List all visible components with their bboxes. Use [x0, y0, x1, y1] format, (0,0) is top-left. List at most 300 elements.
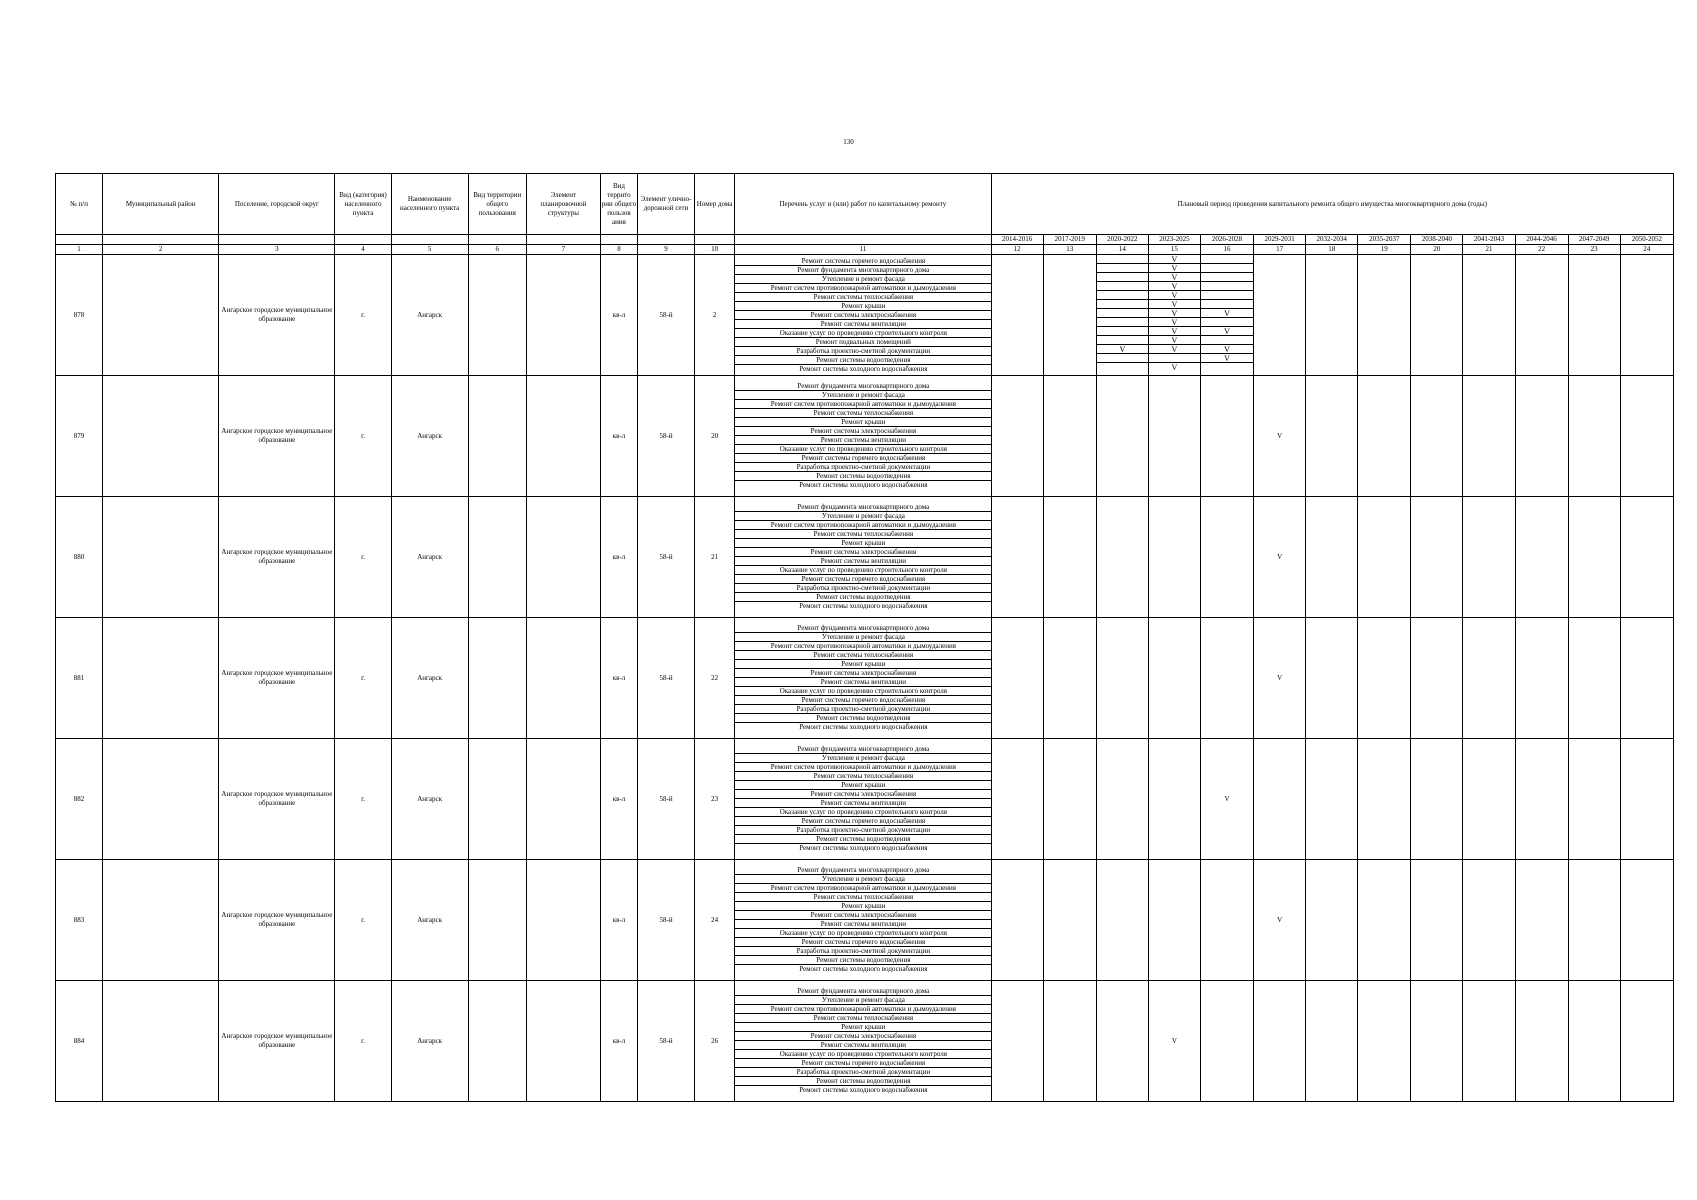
period-mark: V [1149, 327, 1200, 336]
works-list-item: Ремонт подвальных помещений [735, 338, 990, 347]
record-locality-category: г. [335, 981, 391, 1102]
record-locality-name: Ангарск [391, 981, 468, 1102]
record-locality-name: Ангарск [391, 255, 468, 376]
period-mark: V [1254, 497, 1306, 618]
works-list-item: Разработка проектно-сметной документации [735, 463, 990, 472]
record-locality-name: Ангарск [391, 618, 468, 739]
works-list-item: Ремонт систем противопожарной автоматики и дымоудаления [735, 884, 990, 893]
period-label: 2035-2037 [1358, 235, 1411, 245]
period-row-blank [391, 235, 468, 245]
works-list-item: Оказание услуг по проведению строительного контроля [735, 329, 990, 338]
period-mark: V [1149, 264, 1200, 273]
column-number: 8 [600, 245, 637, 255]
record-number: 881 [56, 618, 103, 739]
record-planning-element [526, 255, 600, 376]
period-cell [1620, 860, 1673, 981]
record-district [103, 981, 219, 1102]
works-list-item: Ремонт системы вентиляции [735, 320, 990, 329]
record-planning-element [526, 860, 600, 981]
record-district [103, 860, 219, 981]
period-mark: V [1149, 291, 1200, 300]
period-cell [1096, 618, 1148, 739]
works-list-item: Ремонт системы вентиляции [735, 1041, 990, 1050]
record-territory-type [468, 376, 526, 497]
period-cell [1254, 255, 1306, 376]
works-list-item: Утепление и ремонт фасада [735, 754, 990, 763]
record-house-number: 23 [695, 739, 735, 860]
works-list-item: Ремонт крыши [735, 902, 990, 911]
record-settlement: Ангарское городское муниципальное образование [219, 618, 335, 739]
header-settlement: Поселение, городской округ [219, 174, 335, 235]
period-mark [1201, 300, 1253, 309]
record-district [103, 739, 219, 860]
period-label: 2014-2016 [991, 235, 1043, 245]
works-list-item: Оказание услуг по проведению строительного контроля [735, 687, 990, 696]
record-street-name: 58-й [637, 981, 694, 1102]
period-cell [1463, 739, 1515, 860]
works-list-item: Ремонт системы горячего водоснабжения [735, 938, 990, 947]
period-mark [1097, 282, 1148, 291]
period-row-blank [526, 235, 600, 245]
period-cell [1620, 618, 1673, 739]
record-planning-element [526, 981, 600, 1102]
period-cell [991, 497, 1043, 618]
record-planning-element [526, 376, 600, 497]
period-mark: V [1097, 345, 1148, 354]
record-settlement: Ангарское городское муниципальное образование [219, 739, 335, 860]
record-street-name: 58-й [637, 497, 694, 618]
record-street-type: кв-л [600, 497, 637, 618]
record-street-name: 58-й [637, 739, 694, 860]
period-cell [1148, 497, 1200, 618]
record-street-type: кв-л [600, 255, 637, 376]
works-list [735, 257, 990, 374]
period-cell [1463, 497, 1515, 618]
works-list-item: Ремонт систем противопожарной автоматики и дымоудаления [735, 1005, 990, 1014]
column-number: 22 [1515, 245, 1568, 255]
period-label: 2032-2034 [1306, 235, 1358, 245]
period-row [56, 235, 1674, 245]
period-cell [991, 981, 1043, 1102]
works-list-item: Ремонт системы теплоснабжения [735, 530, 990, 539]
period-cell [1515, 376, 1568, 497]
works-list-item: Утепление и ремонт фасада [735, 512, 990, 521]
period-mark: V [1201, 309, 1253, 318]
record-district [103, 376, 219, 497]
period-mark [1097, 336, 1148, 345]
period-mark: V [1149, 282, 1200, 291]
period-cell [1568, 497, 1620, 618]
table-row [56, 618, 1674, 739]
period-cell [1411, 255, 1463, 376]
period-cell [1358, 739, 1411, 860]
record-street-name: 58-й [637, 376, 694, 497]
works-list-item: Ремонт системы вентиляции [735, 557, 990, 566]
record-settlement: Ангарское городское муниципальное образование [219, 255, 335, 376]
record-street-name: 58-й [637, 860, 694, 981]
table-row [56, 860, 1674, 981]
column-number: 21 [1463, 245, 1515, 255]
works-list-item: Ремонт системы электроснабжения [735, 790, 990, 799]
period-mini-grid [1149, 255, 1200, 372]
period-mark: V [1254, 860, 1306, 981]
period-label: 2020-2022 [1096, 235, 1148, 245]
period-row-blank [637, 235, 694, 245]
column-number: 16 [1200, 245, 1253, 255]
record-locality-name: Ангарск [391, 739, 468, 860]
period-cell [1620, 497, 1673, 618]
record-number: 879 [56, 376, 103, 497]
works-list-item: Ремонт системы водоотведения [735, 356, 990, 365]
period-cell [1515, 255, 1568, 376]
period-cell [1620, 376, 1673, 497]
works-list-item: Разработка проектно-сметной документации [735, 947, 990, 956]
record-settlement: Ангарское городское муниципальное образование [219, 376, 335, 497]
record-street-type: кв-л [600, 739, 637, 860]
period-mark [1201, 336, 1253, 345]
period-mark: V [1254, 618, 1306, 739]
table-row [56, 376, 1674, 497]
period-cell [1515, 860, 1568, 981]
column-number: 14 [1096, 245, 1148, 255]
period-cell [1411, 981, 1463, 1102]
works-list-item: Утепление и ремонт фасада [735, 875, 990, 884]
period-cell [1411, 497, 1463, 618]
period-cell [991, 376, 1043, 497]
works-list-item: Ремонт системы холодного водоснабжения [799, 364, 928, 373]
period-cell [1043, 497, 1096, 618]
period-row-blank [56, 235, 103, 245]
period-cell [1463, 618, 1515, 739]
period-cell [1411, 860, 1463, 981]
period-cell [1358, 981, 1411, 1102]
record-number: 880 [56, 497, 103, 618]
column-number: 24 [1620, 245, 1673, 255]
works-list-item: Ремонт системы теплоснабжения [735, 1014, 990, 1023]
period-row-blank [600, 235, 637, 245]
works-list-item: Оказание услуг по проведению строительного контроля [735, 566, 990, 575]
record-house-number: 20 [695, 376, 735, 497]
period-cell [1620, 981, 1673, 1102]
period-cell [1096, 376, 1148, 497]
period-cell [1306, 739, 1358, 860]
record-settlement: Ангарское городское муниципальное образование [219, 497, 335, 618]
period-label: 2044-2046 [1515, 235, 1568, 245]
works-list-item: Ремонт системы теплоснабжения [735, 651, 990, 660]
period-cell [1096, 739, 1148, 860]
period-cell [1200, 618, 1253, 739]
works-list-item: Ремонт крыши [735, 302, 990, 311]
works-list-item: Оказание услуг по проведению строительного контроля [735, 445, 990, 454]
period-cell [1568, 739, 1620, 860]
works-list-item: Ремонт системы горячего водоснабжения [735, 817, 990, 826]
works-list-item: Ремонт систем противопожарной автоматики и дымоудаления [735, 521, 990, 530]
period-row-blank [468, 235, 526, 245]
works-list-cell [735, 376, 991, 497]
works-list-item: Ремонт системы электроснабжения [735, 311, 990, 320]
period-cell [1200, 981, 1253, 1102]
period-cell [1568, 255, 1620, 376]
record-territory-type [468, 618, 526, 739]
period-mark: V [1254, 376, 1306, 497]
period-cell [1411, 376, 1463, 497]
period-cell [1515, 497, 1568, 618]
works-list-item: Ремонт системы теплоснабжения [735, 772, 990, 781]
period-mark [1097, 318, 1148, 327]
column-number: 20 [1411, 245, 1463, 255]
works-list-item: Ремонт системы электроснабжения [735, 669, 990, 678]
record-territory-type [468, 739, 526, 860]
works-list-item: Ремонт системы вентиляции [735, 799, 990, 808]
period-row-blank [219, 235, 335, 245]
period-cell [1096, 497, 1148, 618]
period-mark [1149, 354, 1200, 363]
period-cell [1148, 255, 1200, 376]
period-cell [991, 255, 1043, 376]
period-cell [1463, 255, 1515, 376]
period-mark: V [1201, 345, 1253, 354]
record-locality-name: Ангарск [391, 376, 468, 497]
column-number: 4 [335, 245, 391, 255]
period-row-blank [695, 235, 735, 245]
record-locality-category: г. [335, 860, 391, 981]
works-list-item: Ремонт системы холодного водоснабжения [799, 481, 928, 489]
works-list-item: Ремонт системы горячего водоснабжения [735, 696, 990, 705]
works-list-cell [735, 618, 991, 739]
period-label: 2047-2049 [1568, 235, 1620, 245]
period-cell [1358, 376, 1411, 497]
period-label: 2029-2031 [1254, 235, 1306, 245]
period-mark [1097, 273, 1148, 282]
column-number: 3 [219, 245, 335, 255]
header-num: № п/п [56, 174, 103, 235]
works-list-cell [735, 739, 991, 860]
works-list-item: Ремонт системы вентиляции [735, 436, 990, 445]
header-territory-type: Вид территории общего пользования [468, 174, 526, 235]
period-mark: V [1148, 981, 1200, 1102]
works-list-item: Ремонт фундамента многоквартирного дома [735, 503, 990, 512]
period-mini-grid [1201, 255, 1253, 372]
works-list-item: Утепление и ремонт фасада [735, 996, 990, 1005]
works-list [735, 987, 990, 1095]
column-number: 11 [735, 245, 991, 255]
record-number: 878 [56, 255, 103, 376]
works-list-item: Ремонт системы водоотведения [735, 714, 990, 723]
period-cell [1358, 860, 1411, 981]
period-mark [1097, 264, 1148, 273]
record-locality-category: г. [335, 618, 391, 739]
period-cell [1096, 860, 1148, 981]
period-mark [1097, 363, 1148, 372]
period-cell [1148, 376, 1200, 497]
works-list-item: Ремонт системы горячего водоснабжения [735, 1059, 990, 1068]
header-works-list: Перечень услуг и (или) работ по капитальному ремонту [735, 174, 991, 235]
period-mark [1201, 273, 1253, 282]
column-number: 10 [695, 245, 735, 255]
record-planning-element [526, 497, 600, 618]
period-mark [1201, 318, 1253, 327]
works-list-item: Ремонт крыши [735, 781, 990, 790]
works-list-item: Оказание услуг по проведению строительного контроля [735, 929, 990, 938]
period-mark [1201, 291, 1253, 300]
works-list-item: Ремонт систем противопожарной автоматики и дымоудаления [735, 284, 990, 293]
period-cell [991, 739, 1043, 860]
header-locality-category: Вид (категория) населенного пункта [335, 174, 391, 235]
capital-repair-table [55, 173, 1674, 1102]
record-locality-category: г. [335, 376, 391, 497]
record-territory-type [468, 255, 526, 376]
period-cell [1411, 618, 1463, 739]
record-locality-category: г. [335, 739, 391, 860]
record-territory-type [468, 981, 526, 1102]
record-locality-name: Ангарск [391, 860, 468, 981]
period-mark: V [1171, 363, 1178, 372]
period-cell [1148, 860, 1200, 981]
header-planned-period: Плановый период проведения капитального ремонта общего имущества многоквартирного дома (годы) [991, 174, 1673, 235]
works-list-item: Ремонт системы горячего водоснабжения [735, 454, 990, 463]
period-cell [1411, 739, 1463, 860]
period-cell [1306, 255, 1358, 376]
period-mark [1097, 327, 1148, 336]
period-cell [1096, 255, 1148, 376]
period-cell [1515, 981, 1568, 1102]
works-list-cell [735, 497, 991, 618]
record-locality-category: г. [335, 497, 391, 618]
column-number: 7 [526, 245, 600, 255]
period-cell [1043, 255, 1096, 376]
works-list-item: Ремонт систем противопожарной автоматики и дымоудаления [735, 763, 990, 772]
period-cell [1463, 981, 1515, 1102]
period-mark: V [1149, 309, 1200, 318]
period-cell [1358, 497, 1411, 618]
period-cell [1306, 497, 1358, 618]
record-number: 882 [56, 739, 103, 860]
period-cell [1043, 739, 1096, 860]
header-planning-element: Элемент планировочной структуры [526, 174, 600, 235]
record-district [103, 618, 219, 739]
works-list-item: Ремонт систем противопожарной автоматики и дымоудаления [735, 642, 990, 651]
works-list-item: Ремонт фундамента многоквартирного дома [735, 987, 990, 996]
page-number: 130 [843, 138, 854, 146]
record-settlement: Ангарское городское муниципальное образование [219, 981, 335, 1102]
works-list [735, 382, 990, 490]
column-number: 23 [1568, 245, 1620, 255]
period-mark: V [1149, 345, 1200, 354]
table-row [56, 739, 1674, 860]
column-number: 18 [1306, 245, 1358, 255]
record-settlement: Ангарское городское муниципальное образование [219, 860, 335, 981]
period-mark [1097, 354, 1148, 363]
period-cell [1096, 981, 1148, 1102]
period-mark: V [1201, 354, 1253, 363]
period-cell [1568, 618, 1620, 739]
works-list-item: Ремонт крыши [735, 1023, 990, 1032]
works-list-item: Ремонт системы водоотведения [735, 1077, 990, 1086]
works-list-cell [735, 860, 991, 981]
works-list-item: Ремонт системы теплоснабжения [735, 409, 990, 418]
period-label: 2026-2028 [1200, 235, 1253, 245]
record-street-type: кв-л [600, 860, 637, 981]
period-mark [1097, 291, 1148, 300]
works-list-item: Ремонт фундамента многоквартирного дома [735, 266, 990, 275]
period-cell [1620, 739, 1673, 860]
period-label: 2050-2052 [1620, 235, 1673, 245]
period-cell [991, 618, 1043, 739]
period-mark: V [1149, 300, 1200, 309]
record-planning-element [526, 618, 600, 739]
works-list-item: Ремонт крыши [735, 539, 990, 548]
period-cell [1200, 255, 1253, 376]
record-number: 883 [56, 860, 103, 981]
works-list-cell [735, 981, 991, 1102]
period-cell [1043, 618, 1096, 739]
works-list-item: Утепление и ремонт фасада [735, 391, 990, 400]
header-row [56, 174, 1674, 235]
column-number: 13 [1043, 245, 1096, 255]
period-mark [1097, 255, 1148, 264]
record-house-number: 21 [695, 497, 735, 618]
works-list-item: Ремонт крыши [735, 418, 990, 427]
period-mark: V [1201, 327, 1253, 336]
table-row [56, 981, 1674, 1102]
works-list-item: Ремонт системы электроснабжения [735, 548, 990, 557]
period-label: 2023-2025 [1148, 235, 1200, 245]
table-row [56, 255, 1674, 376]
works-list-item: Ремонт системы холодного водоснабжения [799, 1086, 928, 1094]
period-row-blank [335, 235, 391, 245]
record-planning-element [526, 739, 600, 860]
period-mark [1097, 309, 1148, 318]
record-territory-type [468, 860, 526, 981]
column-number: 15 [1148, 245, 1200, 255]
period-cell [1254, 739, 1306, 860]
record-house-number: 24 [695, 860, 735, 981]
record-street-name: 58-й [637, 255, 694, 376]
period-mark: V [1149, 255, 1200, 264]
period-cell [1306, 981, 1358, 1102]
period-row-blank [735, 235, 991, 245]
period-label: 2038-2040 [1411, 235, 1463, 245]
period-cell [1568, 860, 1620, 981]
period-cell [1463, 860, 1515, 981]
works-list [735, 745, 990, 853]
record-street-type: кв-л [600, 981, 637, 1102]
record-street-name: 58-й [637, 618, 694, 739]
period-cell [1200, 497, 1253, 618]
works-list-item: Ремонт системы холодного водоснабжения [799, 844, 928, 852]
works-list-item: Ремонт системы водоотведения [735, 472, 990, 481]
works-list-item: Ремонт фундамента многоквартирного дома [735, 866, 990, 875]
period-cell [1148, 618, 1200, 739]
record-number: 884 [56, 981, 103, 1102]
record-territory-type [468, 497, 526, 618]
header-territory-type-2: Вид террито рии общего пользов ания [600, 174, 637, 235]
works-list-item: Утепление и ремонт фасада [735, 275, 990, 284]
period-cell [1568, 981, 1620, 1102]
works-list-item: Ремонт системы электроснабжения [735, 911, 990, 920]
column-number: 1 [56, 245, 103, 255]
record-street-type: кв-л [600, 376, 637, 497]
works-list-item: Ремонт системы теплоснабжения [735, 893, 990, 902]
works-list-item: Ремонт фундамента многоквартирного дома [735, 382, 990, 391]
works-list-item: Ремонт системы холодного водоснабжения [799, 602, 928, 610]
period-mark [1201, 363, 1253, 372]
works-list-item: Ремонт систем противопожарной автоматики и дымоудаления [735, 400, 990, 409]
period-label: 2041-2043 [1463, 235, 1515, 245]
period-cell [1043, 860, 1096, 981]
works-list-item: Ремонт системы вентиляции [735, 678, 990, 687]
works-list-item: Ремонт системы водоотведения [735, 593, 990, 602]
